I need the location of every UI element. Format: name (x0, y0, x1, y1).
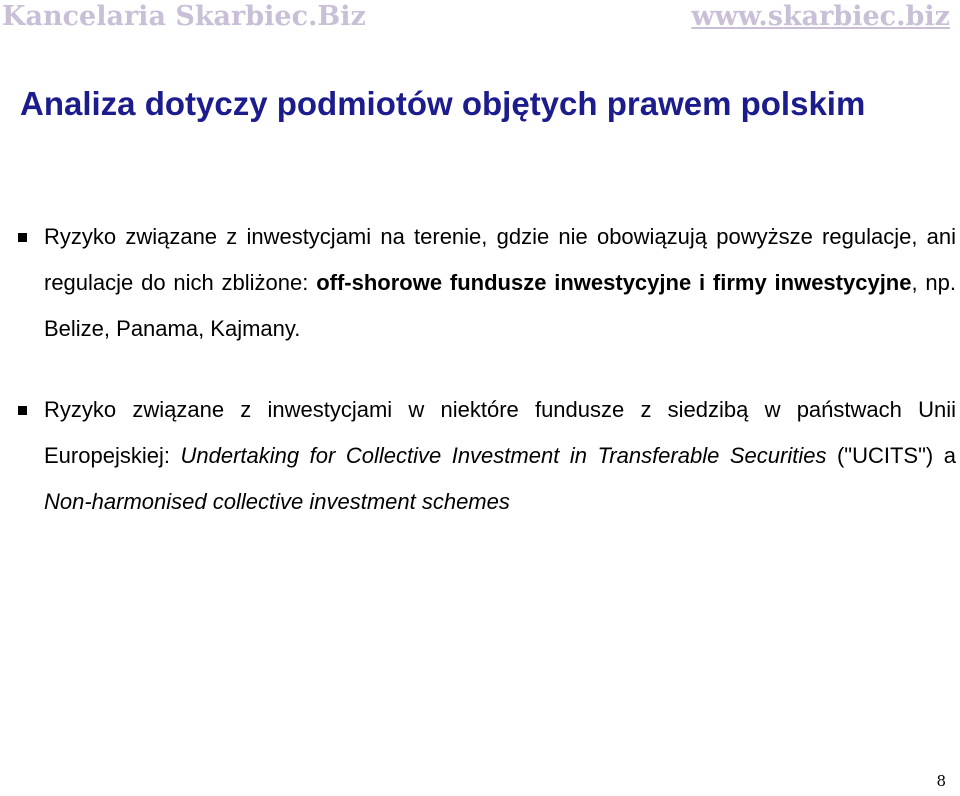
bullet-text: , np. Belize, Panama, Kajmany. (44, 270, 956, 341)
bullet-italic-text: Undertaking for Collective Investment in Transferable Securities (180, 443, 827, 468)
bullet-italic-text: Non-harmonised collective investment schemes (44, 489, 510, 514)
page-header (0, 0, 960, 38)
firm-website-link[interactable]: www.skarbiec.biz (691, 1, 950, 32)
square-bullet-icon (18, 233, 27, 242)
firm-name: Kancelaria Skarbiec.Biz (2, 1, 366, 32)
bullet-text: Ryzyko związane z inwestycjami na terenie, gdzie nie obowiązują powyższe regulacje, ani regulacje do nich zbliżone: (44, 224, 956, 295)
bullet-text: ("UCITS") a (826, 443, 956, 468)
bullet-item-eu-funds (16, 387, 956, 525)
slide-title: Analiza dotyczy podmiotów objętych prawem polskim (20, 85, 866, 122)
bullet-text: Ryzyko związane z inwestycjami w niektóre fundusze z siedzibą w państwach Unii Europejskiej: (44, 397, 956, 468)
bullet-bold-text: off-shorowe fundusze inwestycyjne i firmy inwestycyjne (316, 270, 912, 295)
bullet-item-offshore (16, 214, 956, 352)
bullet-list (16, 214, 956, 525)
page-number: 8 (936, 772, 946, 790)
square-bullet-icon (18, 406, 27, 415)
